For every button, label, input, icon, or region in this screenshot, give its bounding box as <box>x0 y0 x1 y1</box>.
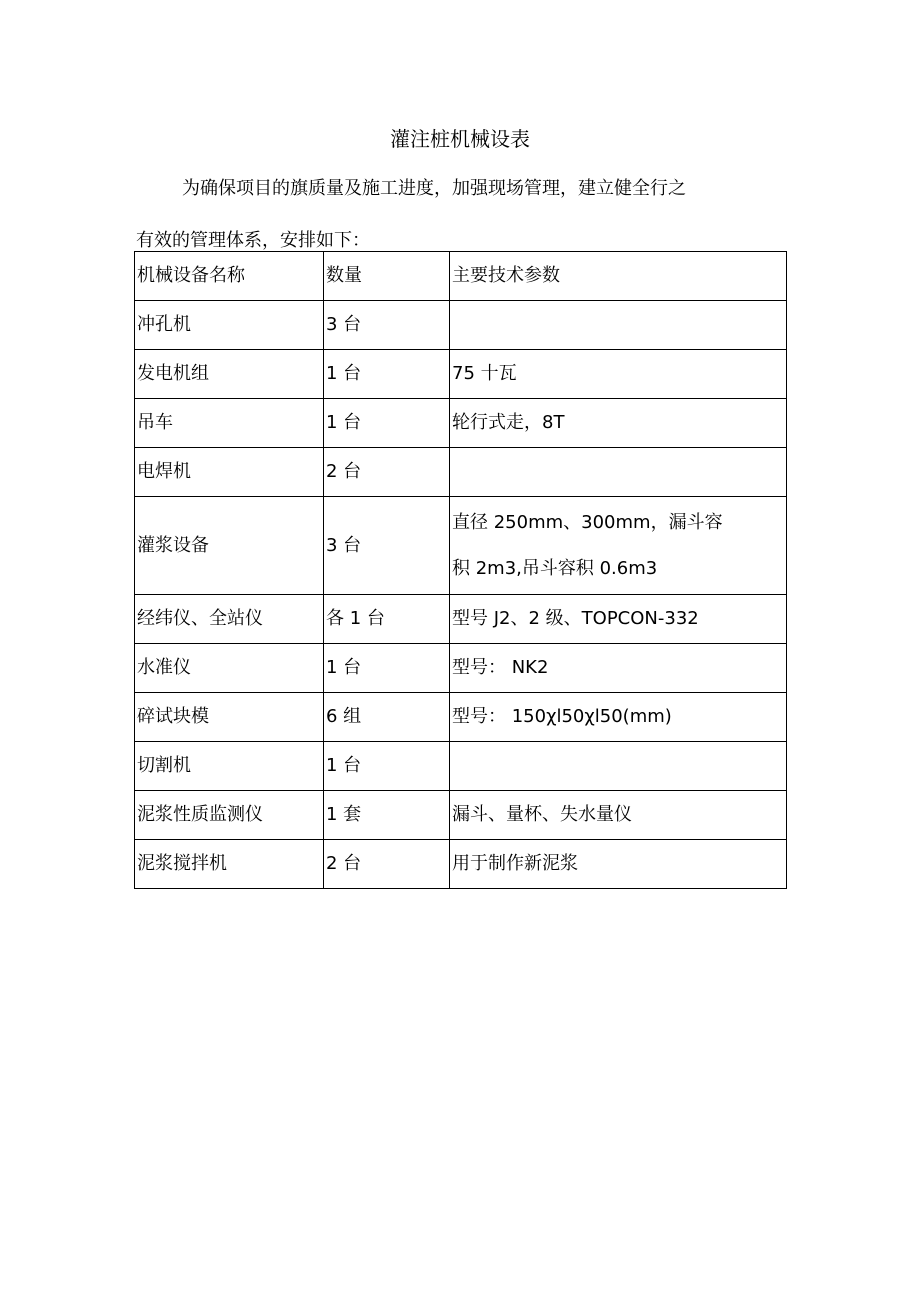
spec-cell: 75 十瓦 <box>450 350 787 399</box>
header-equipment-name: 机械设备名称 <box>135 252 324 301</box>
equipment-name-cell: 切割机 <box>135 742 324 791</box>
table-row <box>135 595 787 644</box>
spec-cell: 型号： NK2 <box>450 644 787 693</box>
spec-cell: 用于制作新泥浆 <box>450 840 787 889</box>
spec-cell <box>450 301 787 350</box>
table-row <box>135 644 787 693</box>
header-quantity: 数量 <box>324 252 450 301</box>
table-row <box>135 448 787 497</box>
table-header-row <box>135 252 787 301</box>
quantity-cell: 1 台 <box>324 399 450 448</box>
equipment-table <box>134 251 787 889</box>
spec-cell <box>450 448 787 497</box>
equipment-name-cell: 碎试块模 <box>135 693 324 742</box>
quantity-cell: 1 台 <box>324 742 450 791</box>
spec-cell: 漏斗、量杯、失水量仪 <box>450 791 787 840</box>
quantity-cell: 1 套 <box>324 791 450 840</box>
quantity-cell: 3 台 <box>324 497 450 595</box>
table-row <box>135 497 787 595</box>
spec-cell <box>450 497 787 595</box>
equipment-name-cell: 冲孔机 <box>135 301 324 350</box>
equipment-name-cell: 泥浆搅拌机 <box>135 840 324 889</box>
table-row <box>135 742 787 791</box>
table-row <box>135 350 787 399</box>
quantity-cell: 1 台 <box>324 644 450 693</box>
quantity-cell: 1 台 <box>324 350 450 399</box>
equipment-name-cell: 泥浆性质监测仪 <box>135 791 324 840</box>
table-row <box>135 791 787 840</box>
spec-line-2: 积 2m3,吊斗容积 0.6m3 <box>452 557 658 579</box>
spec-cell: 型号 J2、2 级、TOPCON-332 <box>450 595 787 644</box>
table-row <box>135 399 787 448</box>
quantity-cell: 2 台 <box>324 840 450 889</box>
spec-line-1: 直径 250mm、300mm，漏斗容 <box>452 511 723 533</box>
spec-cell: 轮行式走，8T <box>450 399 787 448</box>
equipment-name-cell: 吊车 <box>135 399 324 448</box>
table-row <box>135 301 787 350</box>
equipment-name-cell: 经纬仪、全站仪 <box>135 595 324 644</box>
quantity-cell: 6 组 <box>324 693 450 742</box>
equipment-name-cell: 发电机组 <box>135 350 324 399</box>
table-row <box>135 693 787 742</box>
intro-paragraph-line-1: 为确保项目的旗质量及施工进度，加强现场管理，建立健全行之 <box>182 178 686 199</box>
quantity-cell: 各 1 台 <box>324 595 450 644</box>
quantity-cell: 3 台 <box>324 301 450 350</box>
equipment-name-cell: 电焊机 <box>135 448 324 497</box>
spec-cell <box>450 742 787 791</box>
header-technical-params: 主要技术参数 <box>450 252 787 301</box>
intro-paragraph-line-2: 有效的管理体系，安排如下： <box>136 230 370 251</box>
equipment-name-cell: 水准仪 <box>135 644 324 693</box>
table-row <box>135 840 787 889</box>
document-title: 灌注桩机械设表 <box>390 127 530 151</box>
equipment-name-cell: 灌浆设备 <box>135 497 324 595</box>
quantity-cell: 2 台 <box>324 448 450 497</box>
spec-cell: 型号： 150χl50χl50(mm) <box>450 693 787 742</box>
